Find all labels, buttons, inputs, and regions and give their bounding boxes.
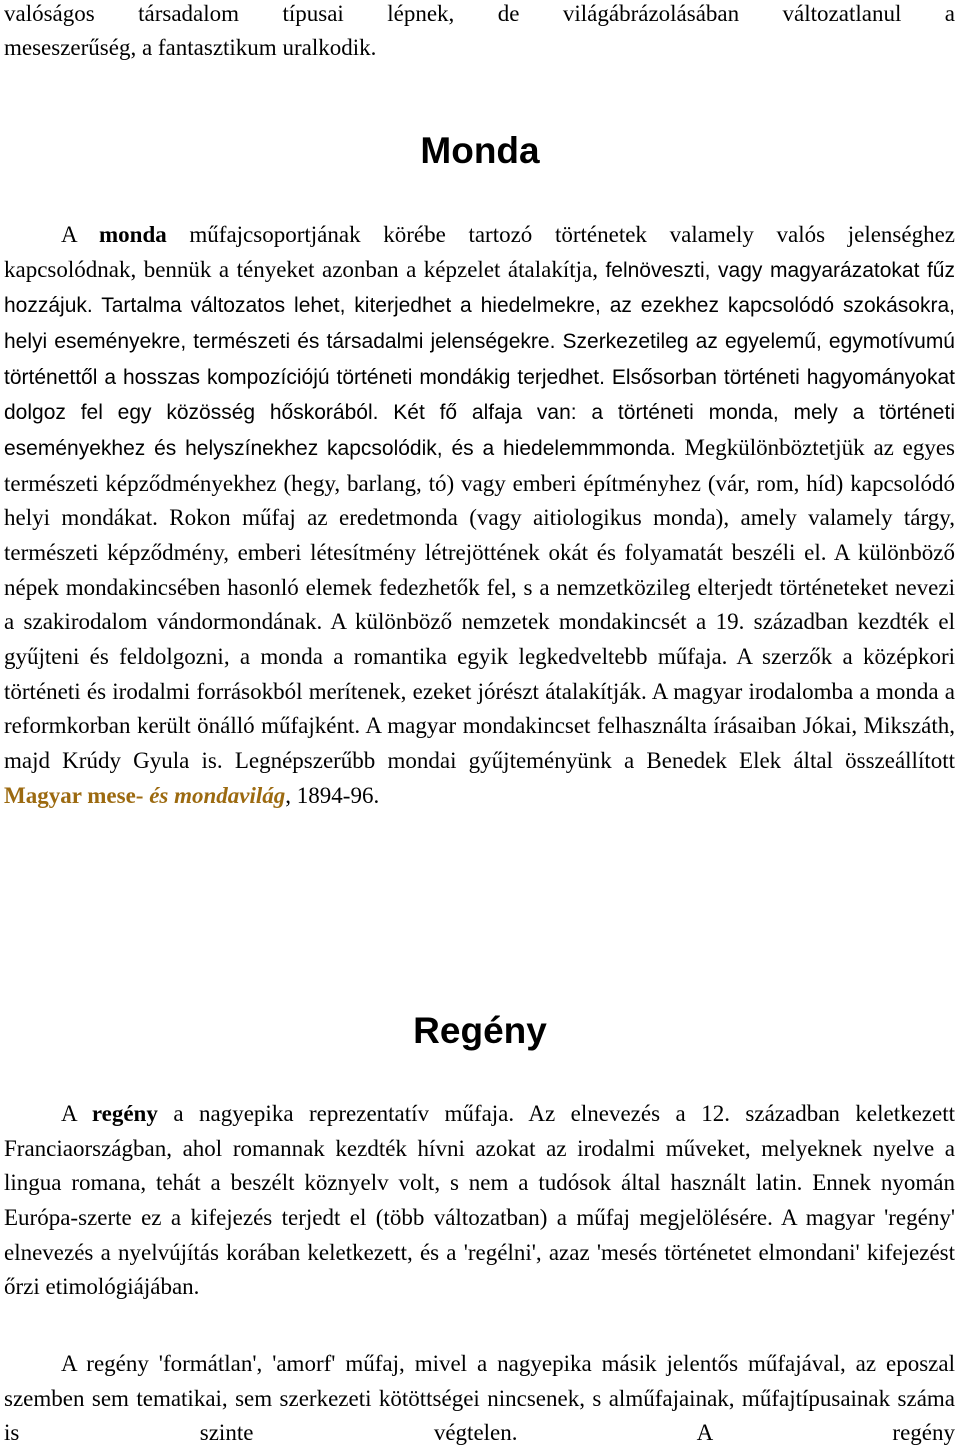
- term-monda: monda: [99, 222, 167, 247]
- regeny-text-body: a nagyepika reprezentatív műfaja. Az elnevezés a 12. században keletkezett Franciaországban, ahol romannak kezdték hívni azokat az irodalmi műveket, melyeknek nyelve a lingua romana, tehát a beszélt köznyelv volt, s nem a tudósok által használt latin. Ennek nyomán Európa-szerte ez a kifejezés terjedt el (több változatban) a műfaj megjelölésére. A magyar 'regény' elnevezés a nyelvújítás korában keletkezett, és a 'regélni', azaz 'mesés történetet elmondani' kifejezést őrzi etimológiájában.: [4, 1101, 955, 1300]
- heading-monda: Monda: [420, 130, 540, 171]
- paragraph-monda: [4, 218, 955, 813]
- book-title-plain: Magyar mese-: [4, 782, 150, 808]
- regeny-text-start: A: [61, 1101, 92, 1126]
- intro-line-2: meseszerűség, a fantasztikum uralkodik.: [4, 35, 377, 60]
- paragraph-regeny-2: A regény 'formátlan', 'amorf' műfaj, mivel a nagyepika másik jelentős műfajával, az eposzal szemben sem tematikai, sem szerkezeti kötöttségei nincsenek, s alműfajainak, műfajtípusainak száma is szinte végtelen. A regény: [4, 1351, 955, 1446]
- intro-line-1: valóságos társadalom típusai lépnek, de világábrázolásában változatlanul a: [4, 1, 955, 26]
- heading-regeny: Regény: [413, 1010, 547, 1051]
- monda-text-c: Megkülönböztetjük az egyes természeti képződményekhez (hegy, barlang, tó) vagy emberi építményhez (vár, rom, híd) kapcsolódó helyi mondákat. Rokon műfaj az eredetmonda (vagy aitiologikus monda), amely valamely tárgy, természeti képződmény, emberi létesítmény létrejöttének okát és folyamatát beszéli el. A különböző népek mondakincsében hasonló elemek fedezhetők fel, s a nemzetközileg elterjedt történeteket nevezi a szakirodalom vándormondának. A különböző nemzetek mondakincsét a 19. században kezdték el gyűjteni és feldolgozni, a monda a romantika egyik legkedveltebb műfaja. A szerzők a középkori történeti és irodalmi forrásokból merítenek, ezeket jórészt átalakítják. A magyar irodalomba a monda a reformkorban került önálló műfajként. A magyar mondakincset felhasználta írásaiban Jókai, Mikszáth, majd Krúdy Gyula is. Legnépszerűbb mondai gyűjteményünk a Benedek Elek által összeállított: [4, 434, 955, 773]
- monda-text-a: műfajcsoportjának körébe tartozó történetek valamely valós jelenséghez kapcsolódnak, bennük a tényeket azonban a képzelet átalakítja,: [4, 222, 955, 282]
- book-title-italic: és mondavilág: [149, 782, 286, 808]
- monda-text-start: A: [61, 222, 99, 247]
- monda-text-sans: felnöveszti, vagy magyarázatokat fűz hozzájuk. Tartalma változatos lehet, kiterjedhet a hiedelmekre, az ezekhez kapcsolódó szokásokra, helyi eseményekre, természeti és társadalmi jelenségekre. Szerkezetileg az egyelemű, egymotívumú történettől a hosszas kompozíciójú történeti mondákig terjedhet. Elsősorban történeti hagyományokat dolgoz fel egy közösség hőskorából. Két fő alfaja van: a történeti monda, mely a történeti eseményekhez és helyszínekhez kapcsolódik, és a hiedelemmmonda.: [4, 258, 955, 460]
- term-regeny: regény: [91, 1101, 158, 1126]
- monda-text-end: , 1894-96.: [285, 782, 380, 808]
- book-title-link[interactable]: [4, 783, 285, 808]
- paragraph-regeny-1: [4, 1097, 955, 1305]
